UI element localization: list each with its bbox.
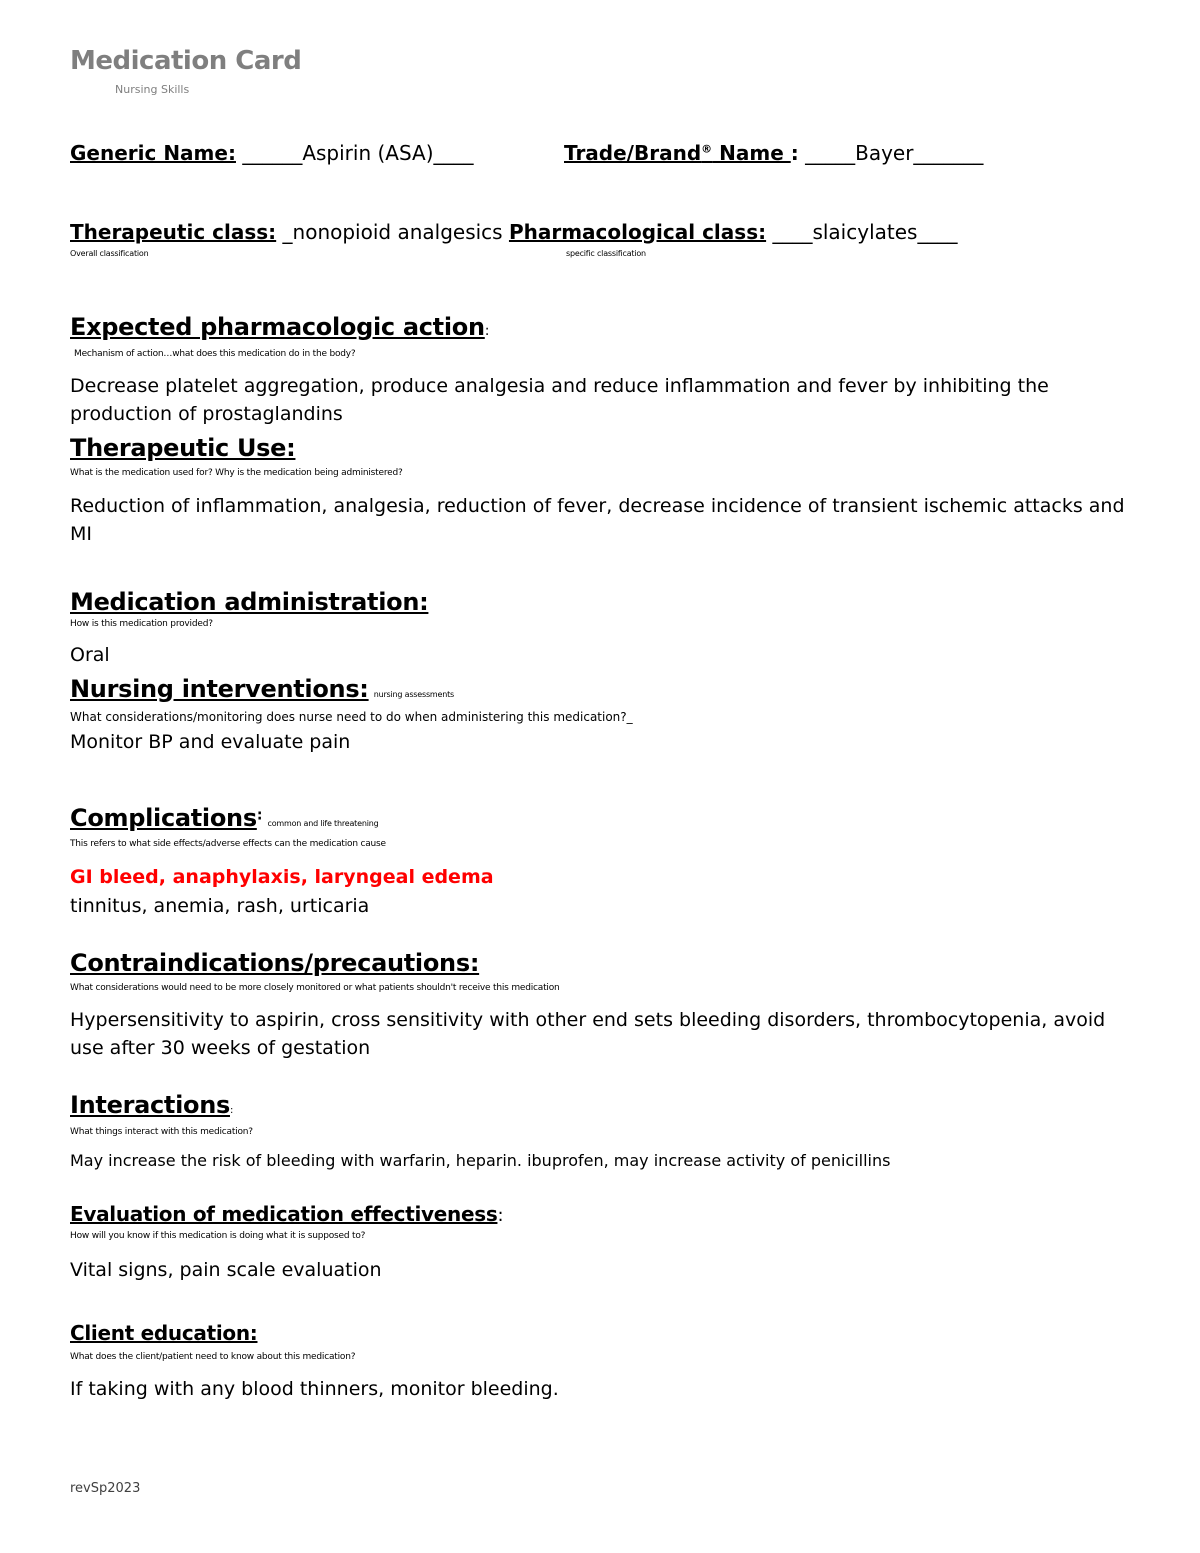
complications-title: Complications — [70, 804, 257, 832]
trade-name-value: _____Bayer_______ — [798, 141, 984, 165]
complications-aside: common and life threatening — [267, 819, 379, 828]
action-body: Decrease platelet aggregation, produce analgesia and reduce inflammation and fever by inhibiting the production of prostaglandins — [70, 375, 1049, 425]
nursing-heading — [70, 675, 454, 703]
complications-hint: This refers to what side effects/adverse effects can the medication cause — [70, 839, 386, 849]
nursing-aside: nursing assessments — [373, 690, 455, 699]
trade-name-label: Trade/Brand® Name — [564, 141, 791, 165]
complications-common: tinnitus, anemia, rash, urticaria — [70, 895, 370, 917]
action-title: Expected pharmacologic action — [70, 313, 485, 341]
use-hint: What is the medication used for? Why is the medication being administered? — [70, 468, 403, 478]
page-title: Medication Card — [70, 46, 302, 76]
interactions-heading: Interactions: — [70, 1091, 234, 1119]
generic-name-label: Generic Name: — [70, 141, 236, 165]
action-hint: Mechanism of action…what does this medication do in the body? — [74, 349, 356, 359]
therapeutic-class-value: _nonopioid analgesics — [276, 220, 509, 244]
registered-mark: ® — [701, 142, 713, 156]
therapeutic-class-label: Therapeutic class: — [70, 220, 277, 244]
education-hint: What does the client/patient need to know about this medication? — [70, 1352, 356, 1362]
use-title: Therapeutic Use: — [70, 434, 296, 462]
use-body: Reduction of inflammation, analgesia, reduction of fever, decrease incidence of transient ischemic attacks and MI — [70, 495, 1125, 545]
action-heading: Expected pharmacologic action: — [70, 313, 490, 341]
pharmacological-class-value: ____slaicylates____ — [766, 220, 958, 244]
revision-footer: revSp2023 — [70, 1481, 141, 1496]
contraindications-body: Hypersensitivity to aspirin, cross sensitivity with other end sets bleeding disorders, thrombocytopenia, avoid use after 30 weeks of gestation — [70, 1009, 1106, 1059]
pharmacological-class-label: Pharmacological class: — [508, 220, 767, 244]
nursing-body: Monitor BP and evaluate pain — [70, 731, 351, 753]
interactions-hint: What things interact with this medication? — [70, 1127, 253, 1137]
complications-serious: GI bleed, anaphylaxis, laryngeal edema — [70, 866, 494, 888]
therapeutic-class-hint: Overall classification — [70, 249, 149, 258]
education-body: If taking with any blood thinners, monitor bleeding. — [70, 1378, 559, 1400]
pharmacological-class-hint: specific classification — [566, 249, 646, 258]
class-row — [70, 220, 957, 244]
interactions-body: May increase the risk of bleeding with warfarin, heparin. ibuprofen, may increase activity of penicillins — [70, 1151, 891, 1170]
generic-name-value: ______Aspirin (ASA)____ — [235, 141, 474, 165]
education-title: Client education: — [70, 1321, 258, 1345]
administration-body: Oral — [70, 644, 110, 666]
contraindications-title: Contraindications/precautions: — [70, 949, 480, 977]
contraindications-hint: What considerations would need to be more closely monitored or what patients shouldn't receive this medication — [70, 983, 560, 993]
administration-hint: How is this medication provided? — [70, 619, 213, 629]
trade-name-row — [564, 141, 983, 165]
page-subtitle: Nursing Skills — [115, 83, 190, 96]
evaluation-heading: Evaluation of medication effectiveness: — [70, 1202, 504, 1226]
nursing-title: Nursing interventions: — [70, 675, 369, 703]
trade-name-colon: : — [790, 141, 799, 165]
administration-title: Medication administration: — [70, 588, 429, 616]
nursing-hint: What considerations/monitoring does nurse need to do when administering this medication?_ — [70, 710, 633, 724]
interactions-title: Interactions — [70, 1091, 230, 1119]
evaluation-title: Evaluation of medication effectiveness — [70, 1202, 498, 1226]
evaluation-hint: How will you know if this medication is doing what it is supposed to? — [70, 1231, 366, 1241]
generic-name-row — [70, 141, 474, 165]
evaluation-body: Vital signs, pain scale evaluation — [70, 1259, 382, 1281]
complications-heading: Complications: common and life threatening — [70, 804, 379, 832]
